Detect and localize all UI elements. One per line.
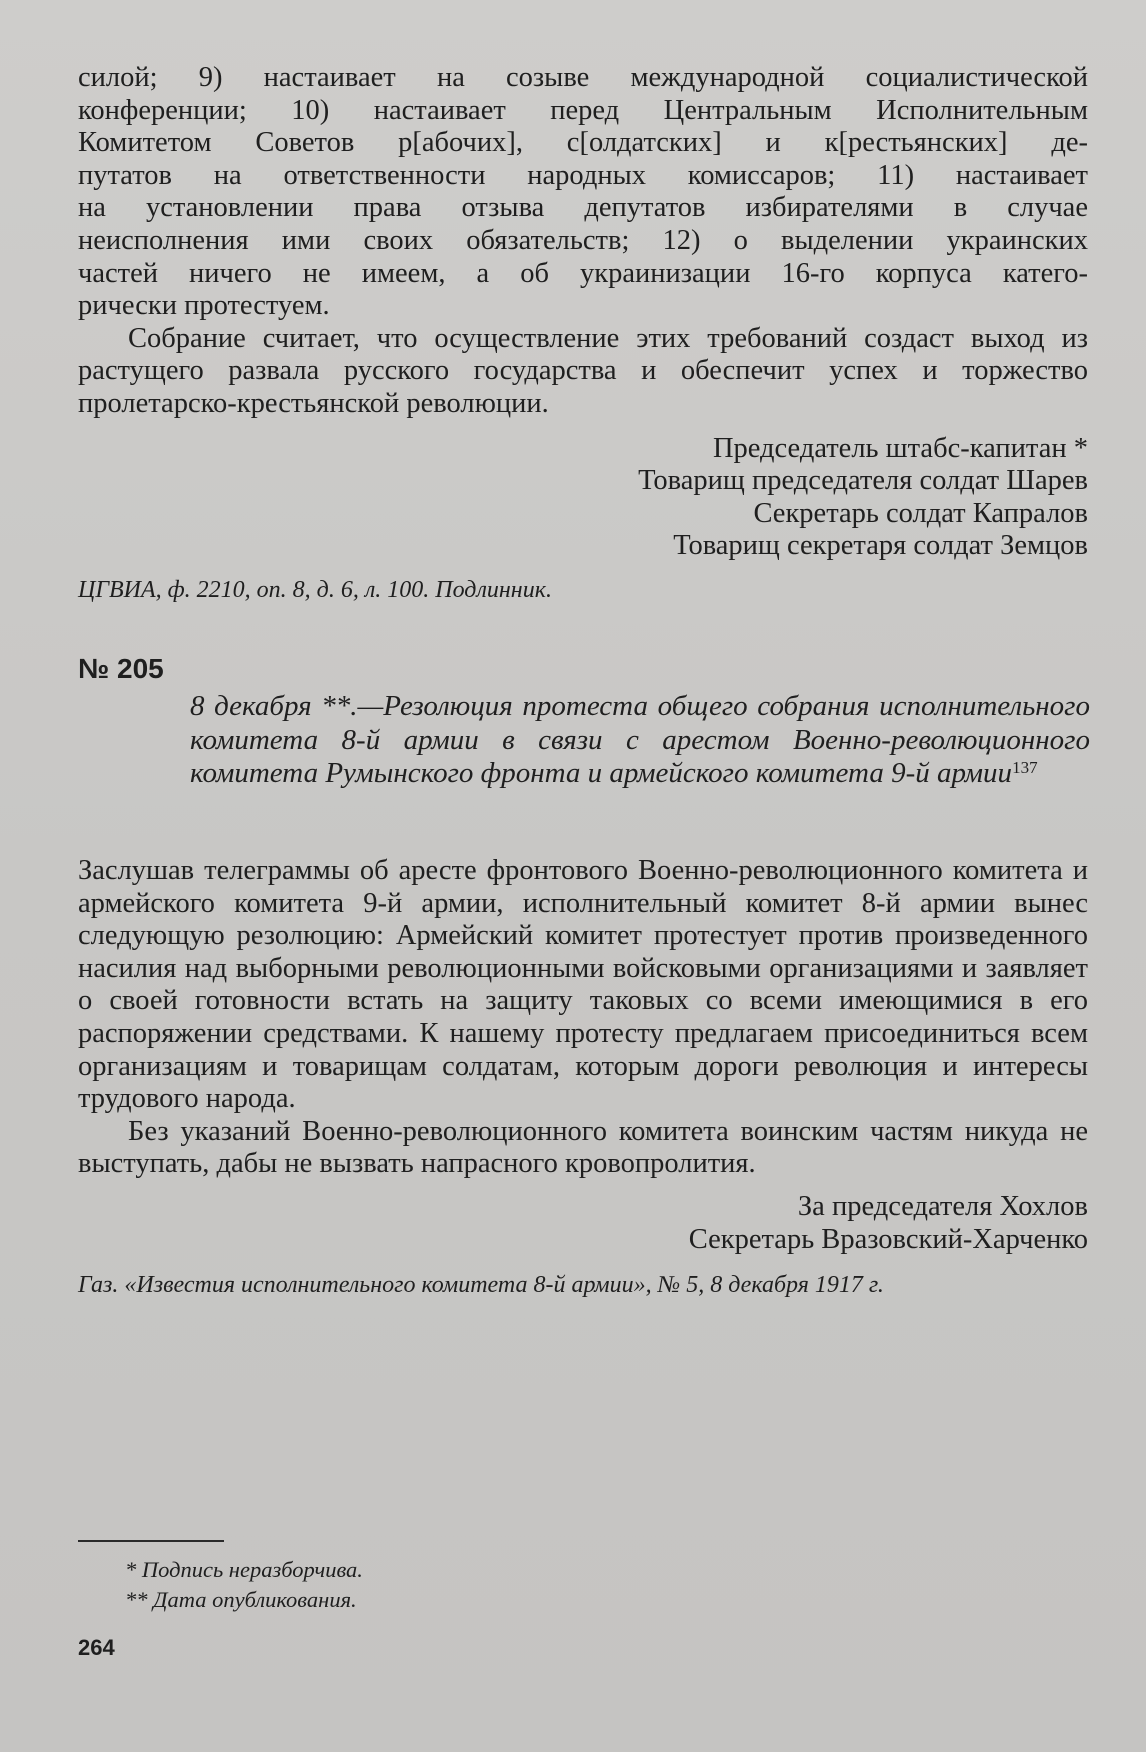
footnote-divider xyxy=(78,1540,224,1542)
text-line: неисполнения ими своих обязательств; 12) о выделении украинских xyxy=(78,224,1088,256)
document-number: № 205 xyxy=(78,653,164,684)
assembly-paragraph: Собрание считает, что осуществление этих требований создаст выход из растущего развала русского государства и обеспечит успех и торжество пролетарско-крестьянской революции. xyxy=(78,322,1088,419)
signature-deputy-secretary: Товарищ секретаря солдат Земцов xyxy=(673,530,1088,562)
text-line: путатов на ответственности народных комиссаров; 11) настаивает xyxy=(78,159,1088,191)
signature-for-chairman: За председателя Хохлов xyxy=(797,1190,1088,1222)
heading-text: 8 декабря **.—Резолюция протеста общего собрания исполнительного комитета 8-й армии в связи с арестом Военно-революционного комитета Румынского фронта и армейского комитета 9-й армии xyxy=(190,690,1090,789)
signature-secretary: Секретарь солдат Капралов xyxy=(753,497,1088,529)
text-line: рически протестуем. xyxy=(78,290,330,322)
resolution-paragraph: Заслушав телеграммы об аресте фронтового Военно-революционного комитета и армейского комитета 9-й армии, исполнительный комитет 8-й армии вынес следующую резолюцию: Армейский комитет протестует против произведенного насилия над выборными революционными войсковыми организациями и заявляет о своей готовности встать на защиту таковых со всеми имеющимися в его распоряжении средствами. К нашему протесту предлагаем присоединиться всем организациям и товарищам солдатам, которым дороги революция и интересы трудового народа. xyxy=(78,855,1088,1115)
text-line: частей ничего не имеем, а об украинизации 16-го корпуса катего- xyxy=(78,257,1088,289)
top-block xyxy=(78,62,1088,605)
text-line: силой; 9) настаивает на созыве международной социалистической xyxy=(78,62,1088,93)
signature-chairman: Председатель штабс-капитан * xyxy=(712,432,1088,464)
continued-paragraph xyxy=(78,62,1088,323)
resolution-block xyxy=(78,855,1088,1300)
heading-reference: 137 xyxy=(1012,758,1038,777)
text-line: конференции; 10) настаивает перед Центральным Исполнительным xyxy=(78,94,1088,126)
newspaper-source: Газ. «Известия исполнительного комитета 8-й армии», № 5, 8 декабря 1917 г. xyxy=(78,1272,884,1299)
text-line: Комитетом Советов р[абочих], с[олдатских] и к[рестьянских] де- xyxy=(78,127,1088,159)
signature-secretary-2: Секретарь Вразовский-Харченко xyxy=(688,1223,1088,1255)
footnote-1: * Подпись неразборчива. xyxy=(125,1557,363,1582)
archive-source: ЦГВИА, ф. 2210, оп. 8, д. 6, л. 100. Подлинник. xyxy=(78,576,552,603)
resolution-paragraph-2: Без указаний Военно-революционного комитета воинским частям никуда не выступать, дабы не вызвать напрасного кровопролития. xyxy=(78,1115,1088,1180)
signature-deputy-chairman: Товарищ председателя солдат Шарев xyxy=(638,465,1088,497)
page-number: 264 xyxy=(78,1635,115,1660)
text-line: на установлении права отзыва депутатов избирателями в случае xyxy=(78,192,1088,224)
document-heading xyxy=(190,690,1090,791)
footnote-2: ** Дата опубликования. xyxy=(125,1587,357,1612)
